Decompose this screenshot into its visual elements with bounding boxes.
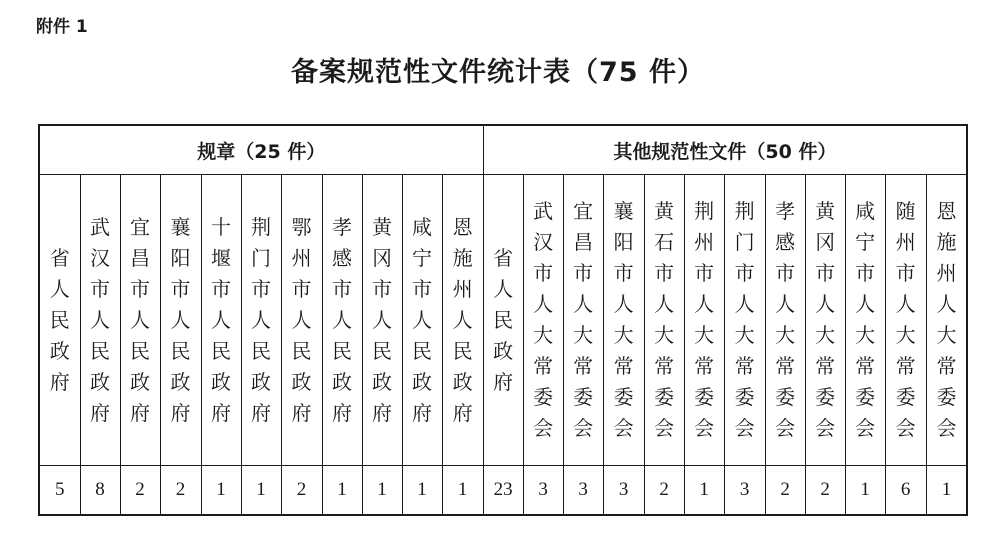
- rules-org-name: 孝感市人民政府: [332, 214, 352, 425]
- others-group-header: 其他规范性文件（50 件）: [483, 125, 967, 175]
- others-org-cell: [885, 175, 926, 466]
- rules-org-name: 鄂州市人民政府: [291, 214, 312, 425]
- rules-count-cell: 1: [362, 466, 402, 516]
- others-count-cell: 3: [724, 466, 765, 516]
- group-header-row: [39, 125, 967, 175]
- statistics-table: [38, 124, 968, 516]
- rules-org-cell: [80, 175, 120, 466]
- others-org-cell: [805, 175, 845, 466]
- rules-org-name: 襄阳市人民政府: [170, 214, 191, 425]
- rules-org-name: 黄冈市人民政府: [372, 214, 392, 425]
- others-count-cell: 3: [563, 466, 603, 516]
- rules-org-name: 咸宁市人民政府: [412, 214, 432, 425]
- others-org-cell: [644, 175, 684, 466]
- others-org-cell: [724, 175, 765, 466]
- others-org-name: 恩施州人大常委会: [936, 199, 957, 440]
- rules-org-name: 恩施州人民政府: [452, 214, 473, 425]
- rules-org-cell: [362, 175, 402, 466]
- others-count-cell: 1: [684, 466, 724, 516]
- others-org-name: 孝感市人大常委会: [775, 199, 796, 440]
- others-count-cell: 2: [644, 466, 684, 516]
- rules-org-cell: [39, 175, 80, 466]
- others-org-cell: [926, 175, 967, 466]
- rules-org-cell: [442, 175, 483, 466]
- rules-org-name: 省人民政府: [49, 245, 70, 394]
- rules-org-cell: [241, 175, 281, 466]
- rules-org-cell: [402, 175, 442, 466]
- org-header-row: [39, 175, 967, 466]
- others-count-cell: 1: [926, 466, 967, 516]
- others-count-cell: 3: [603, 466, 644, 516]
- others-count-cell: 3: [523, 466, 563, 516]
- others-org-cell: [684, 175, 724, 466]
- rules-count-cell: 1: [201, 466, 241, 516]
- others-org-cell: [563, 175, 603, 466]
- others-org-cell: [483, 175, 523, 466]
- rules-org-cell: [160, 175, 201, 466]
- rules-org-name: 十堰市人民政府: [211, 214, 231, 425]
- count-row: [39, 466, 967, 516]
- rules-count-cell: 2: [160, 466, 201, 516]
- rules-org-cell: [120, 175, 160, 466]
- others-count-cell: 2: [765, 466, 805, 516]
- rules-org-name: 宜昌市人民政府: [130, 214, 150, 425]
- rules-count-cell: 2: [120, 466, 160, 516]
- others-org-cell: [523, 175, 563, 466]
- others-org-cell: [845, 175, 885, 466]
- others-org-name: 荆门市人大常委会: [734, 199, 755, 440]
- others-count-cell: 23: [483, 466, 523, 516]
- annex-label: 附件 1: [36, 17, 88, 37]
- page-title: 备案规范性文件统计表（75 件）: [291, 57, 705, 88]
- rules-org-name: 武汉市人民政府: [90, 214, 110, 425]
- others-org-cell: [765, 175, 805, 466]
- rules-org-cell: [281, 175, 322, 466]
- rules-group-header: 规章（25 件）: [39, 125, 483, 175]
- rules-count-cell: 1: [241, 466, 281, 516]
- rules-count-cell: 1: [442, 466, 483, 516]
- others-org-name: 襄阳市人大常委会: [613, 199, 634, 440]
- others-count-cell: 2: [805, 466, 845, 516]
- others-org-name: 武汉市人大常委会: [533, 199, 554, 440]
- rules-org-cell: [201, 175, 241, 466]
- others-org-name: 黄石市人大常委会: [654, 199, 675, 440]
- rules-org-cell: [322, 175, 362, 466]
- others-org-name: 黄冈市人大常委会: [815, 199, 836, 440]
- others-org-name: 咸宁市人大常委会: [855, 199, 876, 440]
- rules-count-cell: 2: [281, 466, 322, 516]
- rules-count-cell: 1: [322, 466, 362, 516]
- rules-count-cell: 8: [80, 466, 120, 516]
- others-org-name: 宜昌市人大常委会: [573, 199, 594, 440]
- others-org-name: 省人民政府: [493, 245, 514, 394]
- rules-org-name: 荆门市人民政府: [251, 214, 271, 425]
- others-org-name: 荆州市人大常委会: [694, 199, 715, 440]
- rules-count-cell: 5: [39, 466, 80, 516]
- others-count-cell: 1: [845, 466, 885, 516]
- others-count-cell: 6: [885, 466, 926, 516]
- rules-count-cell: 1: [402, 466, 442, 516]
- others-org-name: 随州市人大常委会: [895, 199, 916, 440]
- others-org-cell: [603, 175, 644, 466]
